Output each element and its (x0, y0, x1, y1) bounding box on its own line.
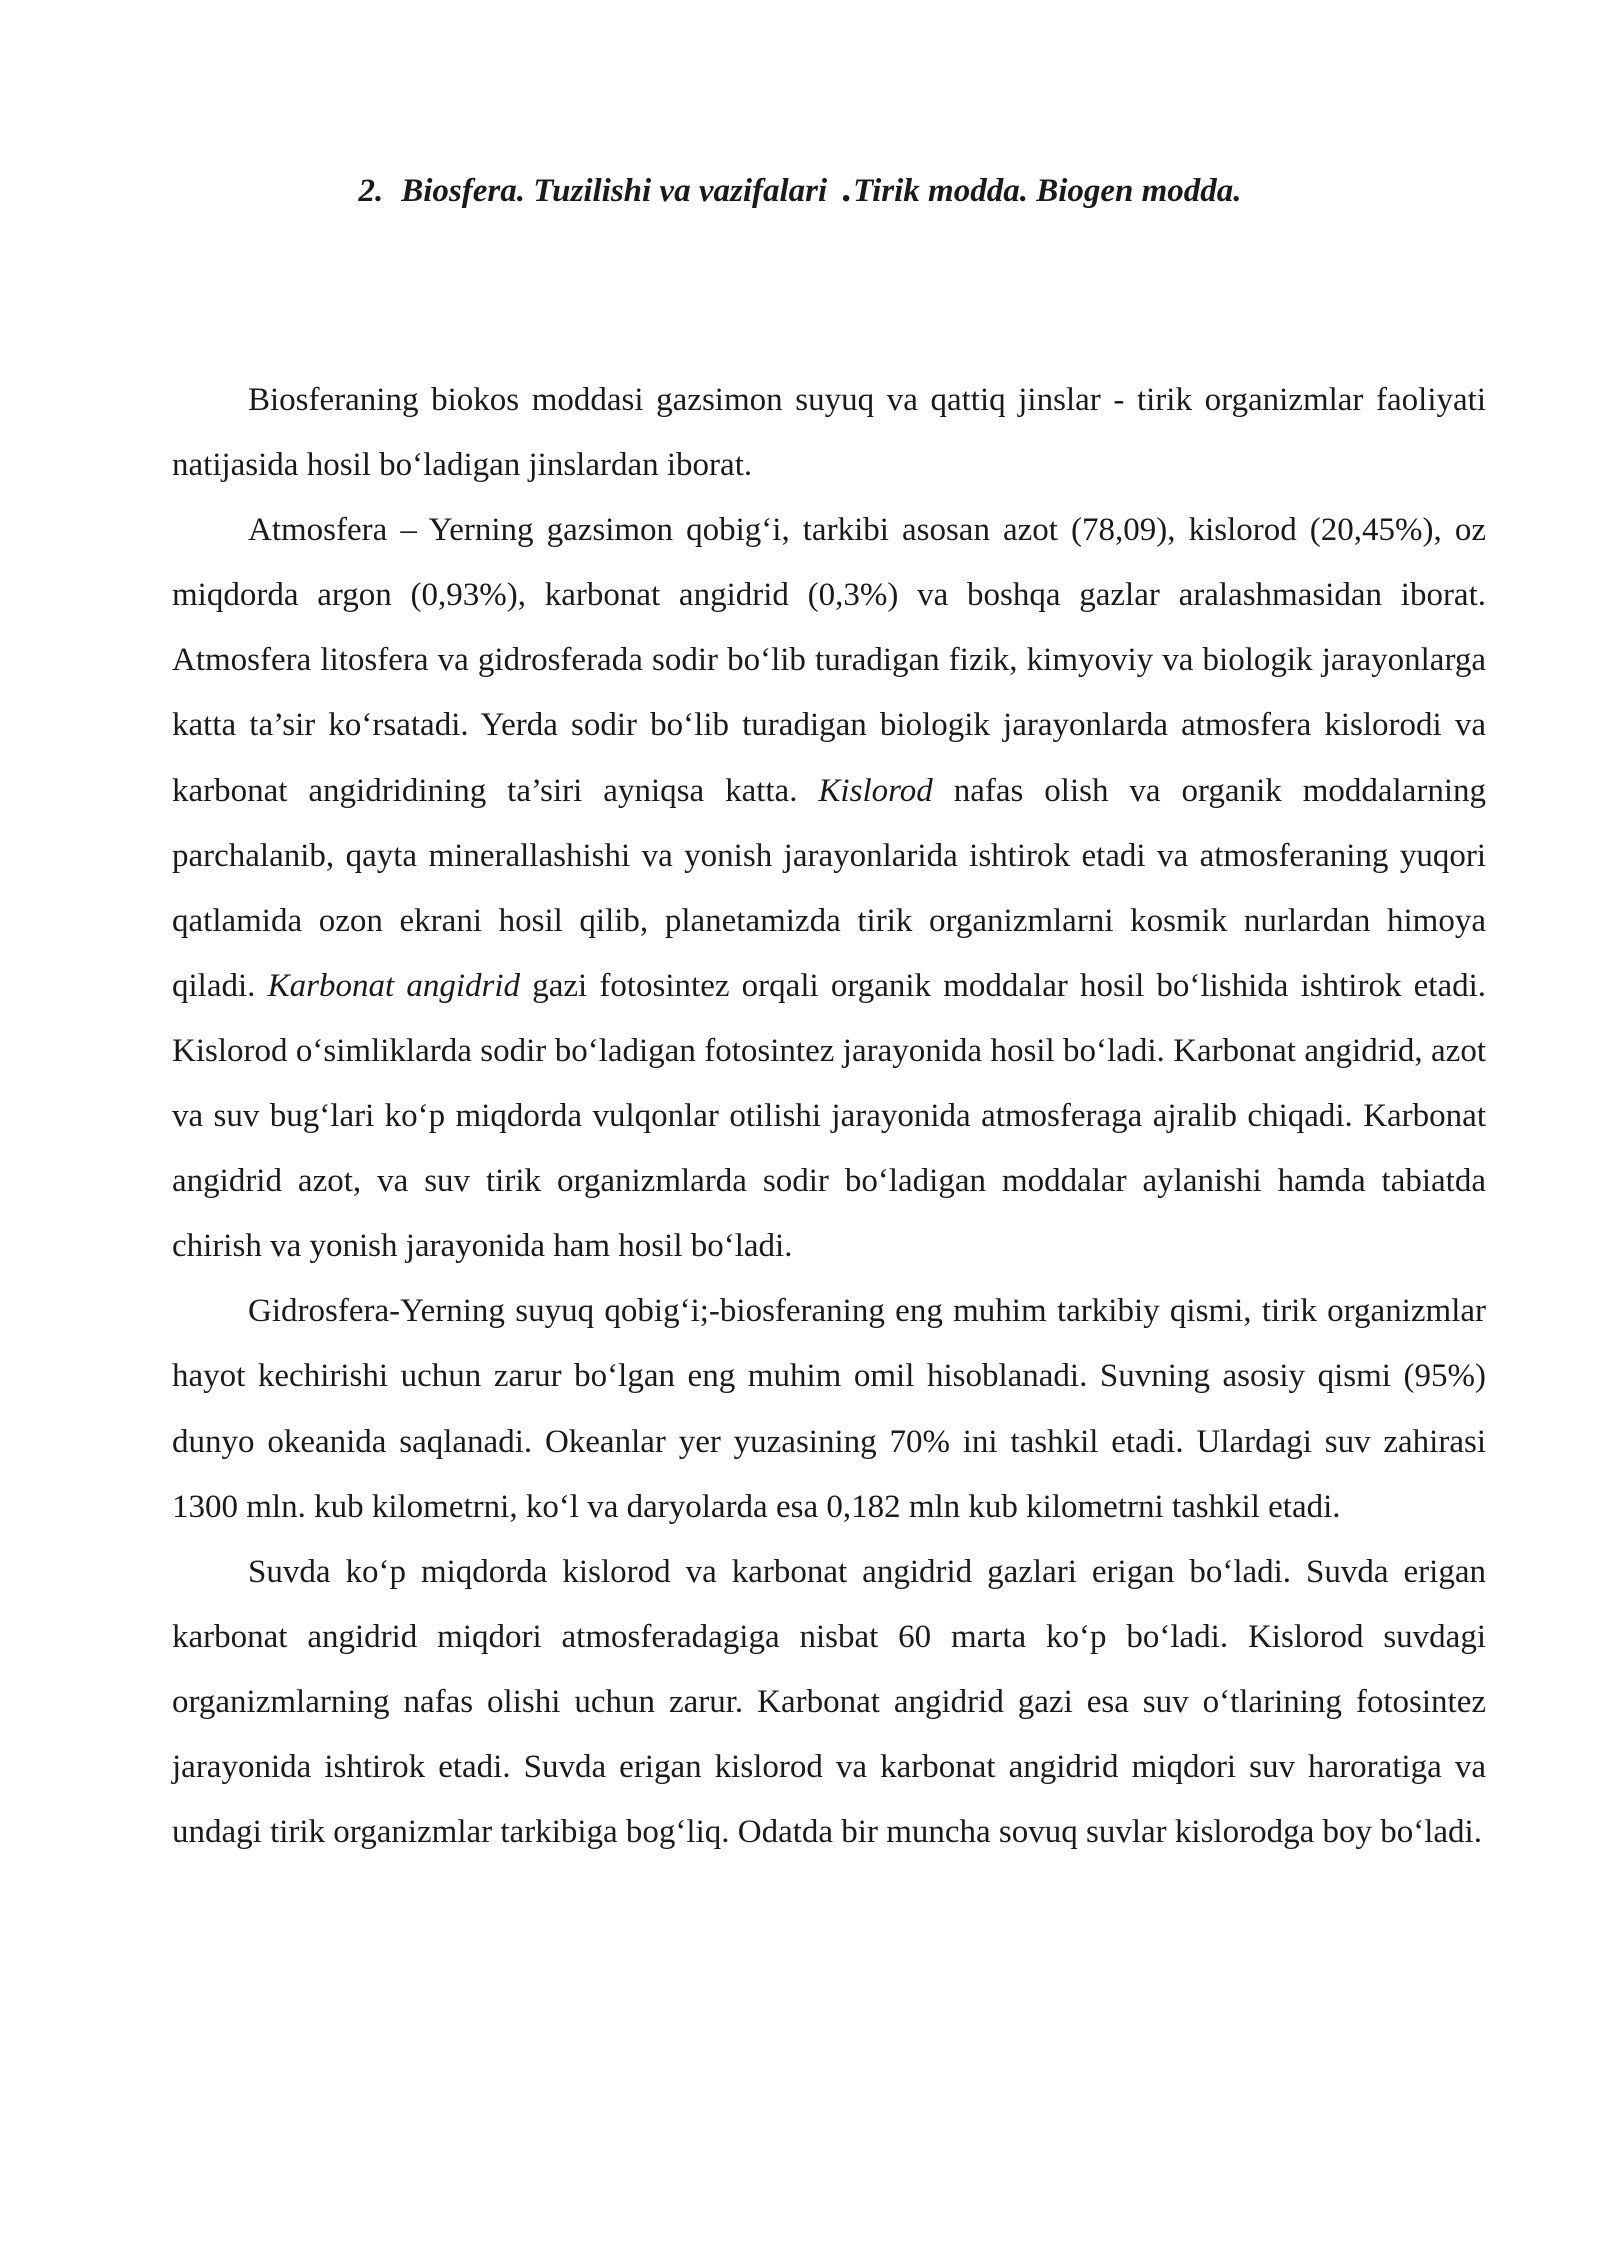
term-kislorod: Kislorod (818, 772, 933, 809)
heading-part-2: Tirik modda. Biogen modda. (853, 173, 1242, 209)
paragraph-atmosfera-part-b: nafas olish va organik moddalarning parchalanib, qayta minerallashishi va yonish jarayonlarida ishtirok etadi va atmosferaning yuqori qatlamida ozon ekrani hosil qilib, planetamizda tirik organizmlarni kosmik nurlardan himoya qiladi. (172, 772, 1486, 1004)
paragraph-biokos: Biosferaning biokos moddasi gazsimon suyuq va qattiq jinslar - tirik organizmlar faoliyati natijasida hosil bo‘ladigan jinslardan iborat. (172, 382, 1486, 484)
term-karbonat-angidrid: Karbonat angidrid (267, 967, 521, 1004)
paragraph-atmosfera-part-a: Atmosfera – Yerning gazsimon qobig‘i, tarkibi asosan azot (78,09), kislorod (20,45%), oz miqdorda argon (0,93%), karbonat angidrid (0,3%) va boshqa gazlar aralashmasidan iborat. Atmosfera litosfera va gidrosferada sodir bo‘lib turadigan fizik, kimyoviy va biologik jarayonlarga katta ta’sir ko‘rsatadi. Yerda sodir bo‘lib turadigan biologik jarayonlarda atmosfera kislorodi va karbonat angidridining ta’siri ayniqsa katta. (172, 512, 1486, 809)
section-heading (0, 165, 1600, 211)
paragraph-atmosfera-part-c: gazi fotosintez orqali organik moddalar hosil bo‘lishida ishtirok etadi. Kislorod o‘simliklarda sodir bo‘ladigan fotosintez jarayonida hosil bo‘ladi. Karbonat angidrid, azot va suv bug‘lari ko‘p miqdorda vulqonlar otilishi jarayonida atmosferaga ajralib chiqadi. Karbonat angidrid azot, va suv tirik organizmlarda sodir bo‘ladigan moddalar aylanishi hamda tabiatda chirish va yonish jarayonida ham hosil bo‘ladi. (172, 967, 1487, 1265)
heading-separator: . (841, 165, 852, 210)
paragraph-atmosfera (172, 498, 1486, 1279)
paragraph-suvda-gazlar: Suvda ko‘p miqdorda kislorod va karbonat angidrid gazlari erigan bo‘ladi. Suvda erigan karbonat angidrid miqdori atmosferadagiga nisbat 60 marta ko‘p bo‘ladi. Kislorod suvdagi organizmlarning nafas olishi uchun zarur. Karbonat angidrid gazi esa suv o‘tlarining fotosintez jarayonida ishtirok etadi. Suvda erigan kislorod va karbonat angidrid miqdori suv haroratiga va undagi tirik organizmlar tarkibiga bog‘liq. Odatda bir muncha sovuq suvlar kislorodga boy bo‘ladi. (172, 1553, 1486, 1851)
heading-part-1: Biosfera. Tuzilishi va vazifalari (401, 173, 828, 209)
paragraph-gidrosfera: Gidrosfera-Yerning suyuq qobig‘i;-biosferaning eng muhim tarkibiy qismi, tirik organizmlar hayot kechirishi uchun zarur bo‘lgan eng muhim omil hisoblanadi. Suvning asosiy qismi (95%) dunyo okeanida saqlanadi. Okeanlar yer yuzasining 70% ini tashkil etadi. Ulardagi suv zahirasi 1300 mln. kub kilometrni, ko‘l va daryolarda esa 0,182 mln kub kilometrni tashkil etadi. (172, 1293, 1486, 1525)
section-number: 2. (358, 173, 384, 209)
body-text (172, 368, 1486, 1865)
